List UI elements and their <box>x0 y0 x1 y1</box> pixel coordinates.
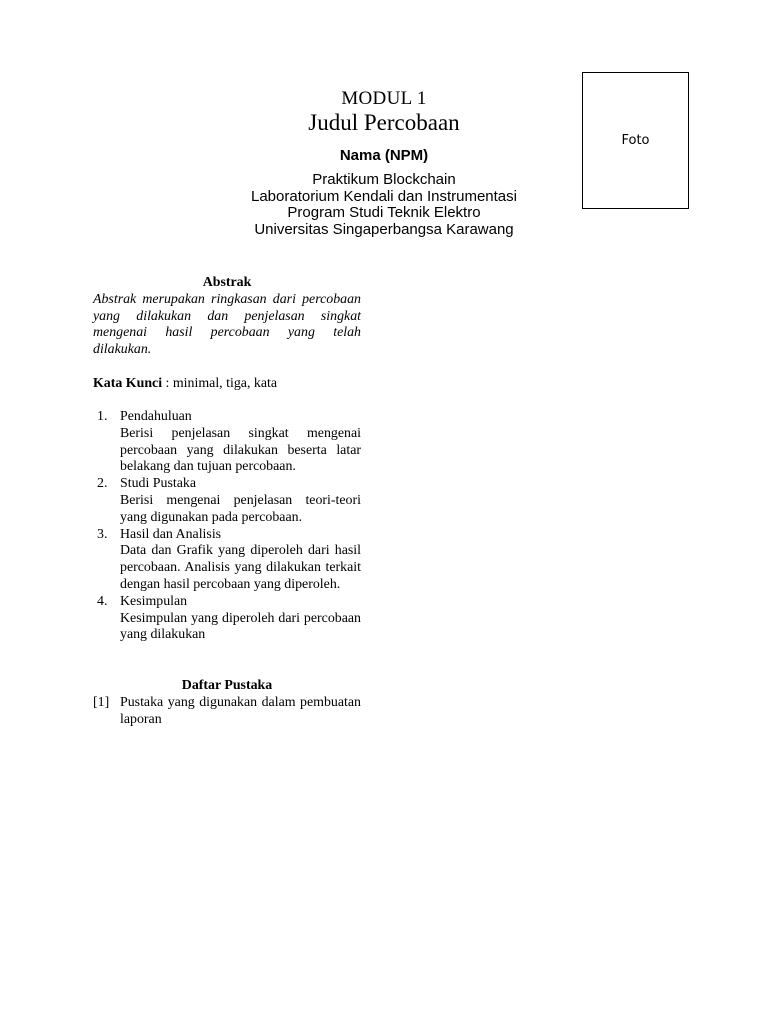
section-body: Data dan Grafik yang diperoleh dari hasil percobaan. Analisis yang dilakukan terkait dengan hasil percobaan yang diperoleh. <box>120 543 361 592</box>
section-title: Hasil dan Analisis <box>120 526 222 542</box>
reference-item <box>93 695 361 729</box>
abstract-body: Abstrak merupakan ringkasan dari percobaan yang dilakukan dan penjelasan singkat mengenai hasil percobaan yang telah dilakukan. <box>93 291 361 358</box>
references-section <box>93 678 361 728</box>
page-title: Judul Percobaan <box>308 110 460 135</box>
keywords-value: : minimal, tiga, kata <box>162 376 278 391</box>
keywords-label: Kata Kunci <box>93 376 163 391</box>
affiliation-line-university: Universitas Singaperbangsa Karawang <box>254 220 514 238</box>
section-title: Studi Pustaka <box>120 476 197 492</box>
references-heading: Daftar Pustaka <box>181 678 273 693</box>
section-body: Berisi penjelasan singkat mengenai percobaan yang dilakukan beserta latar belakang dan tujuan percobaan. <box>120 425 361 475</box>
list-number: 4. <box>97 593 108 609</box>
photo-label: Foto <box>621 133 650 148</box>
section-title: Pendahuluan <box>120 409 192 424</box>
list-number: 2. <box>97 476 108 492</box>
list-number: 3. <box>97 526 108 542</box>
abstract-section <box>93 275 361 359</box>
keywords-line <box>93 376 361 393</box>
list-item <box>93 476 361 526</box>
list-item <box>93 594 361 644</box>
section-body: Kesimpulan yang diperoleh dari percobaan yang dilakukan <box>120 610 361 643</box>
section-body: Berisi mengenai penjelasan teori-teori yang digunakan pada percobaan. <box>120 492 361 525</box>
module-number: MODUL 1 <box>341 88 427 109</box>
affiliation-line-lab: Laboratorium Kendali dan Instrumentasi <box>251 187 517 205</box>
reference-text: Pustaka yang digunakan dalam pembuatan laporan <box>120 694 361 727</box>
list-item <box>93 409 361 476</box>
list-item <box>93 527 361 594</box>
affiliation-block <box>234 172 534 238</box>
affiliation-line-program: Program Studi Teknik Elektro <box>287 204 481 222</box>
photo-placeholder <box>582 72 689 209</box>
author-name: Nama (NPM) <box>339 147 429 164</box>
section-title: Kesimpulan <box>120 593 188 609</box>
abstract-heading: Abstrak <box>202 275 252 290</box>
affiliation-line-course: Praktikum Blockchain <box>312 171 456 188</box>
section-list <box>93 409 361 644</box>
reference-number: [1] <box>93 694 110 710</box>
list-number: 1. <box>97 409 108 424</box>
